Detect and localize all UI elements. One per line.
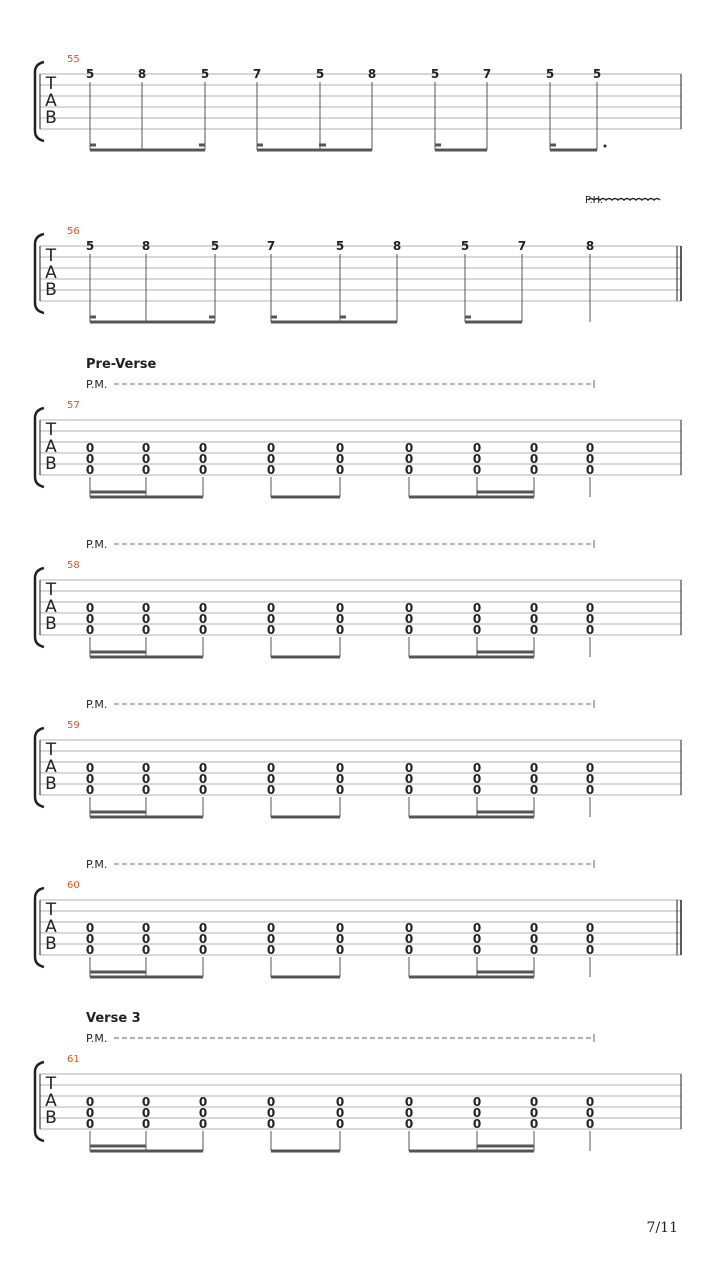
fret-number: 0 bbox=[85, 441, 95, 455]
fret-number: 0 bbox=[198, 1117, 208, 1131]
tab-clef-b: B bbox=[45, 108, 57, 128]
fret-number: 7 bbox=[517, 239, 527, 253]
fret-number: 0 bbox=[585, 623, 595, 637]
fret-number: 0 bbox=[335, 943, 345, 957]
tab-clef-t: T bbox=[45, 900, 57, 920]
fret-number: 0 bbox=[404, 1117, 414, 1131]
fret-number: 0 bbox=[472, 1117, 482, 1131]
fret-number: 0 bbox=[585, 761, 595, 775]
fret-number: 0 bbox=[335, 783, 345, 797]
fret-number: 0 bbox=[85, 783, 95, 797]
fret-number: 0 bbox=[85, 452, 95, 466]
fret-number: 0 bbox=[141, 612, 151, 626]
fret-number: 0 bbox=[585, 452, 595, 466]
measure-number: 57 bbox=[67, 400, 80, 411]
fret-number: 0 bbox=[266, 452, 276, 466]
fret-number: 0 bbox=[198, 601, 208, 615]
section-label: Verse 3 bbox=[86, 1011, 141, 1026]
fret-number: 0 bbox=[266, 761, 276, 775]
pinch-harmonic-label: P.H. bbox=[585, 195, 604, 206]
fret-number: 0 bbox=[585, 441, 595, 455]
fret-number: 0 bbox=[529, 921, 539, 935]
fret-number: 0 bbox=[404, 1106, 414, 1120]
tab-clef-b: B bbox=[45, 280, 57, 300]
fret-number: 0 bbox=[141, 761, 151, 775]
fret-number: 0 bbox=[141, 463, 151, 477]
fret-number: 0 bbox=[335, 612, 345, 626]
fret-number: 0 bbox=[335, 623, 345, 637]
fret-number: 0 bbox=[198, 623, 208, 637]
fret-number: 0 bbox=[472, 783, 482, 797]
fret-number: 0 bbox=[198, 1095, 208, 1109]
tab-clef-a: A bbox=[45, 91, 57, 111]
fret-number: 0 bbox=[141, 1106, 151, 1120]
fret-number: 0 bbox=[335, 772, 345, 786]
fret-number: 0 bbox=[198, 452, 208, 466]
fret-number: 0 bbox=[529, 1117, 539, 1131]
fret-number: 0 bbox=[585, 772, 595, 786]
fret-number: 0 bbox=[472, 441, 482, 455]
palm-mute-label: P.M. bbox=[86, 538, 108, 551]
fret-number: 5 bbox=[315, 67, 325, 81]
fret-number: 5 bbox=[545, 67, 555, 81]
fret-number: 0 bbox=[85, 601, 95, 615]
fret-number: 0 bbox=[141, 623, 151, 637]
fret-number: 0 bbox=[472, 761, 482, 775]
fret-number: 0 bbox=[585, 932, 595, 946]
fret-number: 0 bbox=[472, 463, 482, 477]
fret-number: 8 bbox=[585, 239, 595, 253]
fret-number: 0 bbox=[266, 441, 276, 455]
fret-number: 0 bbox=[529, 623, 539, 637]
fret-number: 0 bbox=[198, 772, 208, 786]
fret-number: 0 bbox=[585, 463, 595, 477]
fret-number: 0 bbox=[335, 1117, 345, 1131]
fret-number: 0 bbox=[472, 612, 482, 626]
fret-number: 0 bbox=[85, 943, 95, 957]
palm-mute-label: P.M. bbox=[86, 698, 108, 711]
fret-number: 0 bbox=[198, 921, 208, 935]
fret-number: 0 bbox=[198, 612, 208, 626]
fret-number: 0 bbox=[472, 452, 482, 466]
fret-number: 0 bbox=[335, 1106, 345, 1120]
fret-number: 0 bbox=[404, 623, 414, 637]
fret-number: 8 bbox=[392, 239, 402, 253]
fret-number: 0 bbox=[404, 612, 414, 626]
fret-number: 0 bbox=[266, 932, 276, 946]
tab-clef-a: A bbox=[45, 917, 57, 937]
fret-number: 0 bbox=[585, 1095, 595, 1109]
fret-number: 0 bbox=[472, 1095, 482, 1109]
fret-number: 0 bbox=[335, 452, 345, 466]
fret-number: 0 bbox=[335, 932, 345, 946]
fret-number: 0 bbox=[85, 463, 95, 477]
tab-clef-t: T bbox=[45, 580, 57, 600]
fret-number: 0 bbox=[85, 1106, 95, 1120]
fret-number: 0 bbox=[198, 932, 208, 946]
fret-number: 0 bbox=[529, 612, 539, 626]
vibrato-line bbox=[588, 199, 660, 201]
fret-number: 0 bbox=[85, 932, 95, 946]
tab-clef-a: A bbox=[45, 597, 57, 617]
fret-number: 0 bbox=[529, 772, 539, 786]
fret-number: 0 bbox=[198, 1106, 208, 1120]
tab-clef-b: B bbox=[45, 614, 57, 634]
fret-number: 0 bbox=[529, 601, 539, 615]
fret-number: 7 bbox=[482, 67, 492, 81]
dot bbox=[604, 145, 607, 148]
tab-clef-a: A bbox=[45, 263, 57, 283]
tab-clef-t: T bbox=[45, 1074, 57, 1094]
fret-number: 0 bbox=[335, 463, 345, 477]
fret-number: 0 bbox=[141, 783, 151, 797]
fret-number: 0 bbox=[266, 463, 276, 477]
fret-number: 0 bbox=[198, 943, 208, 957]
fret-number: 5 bbox=[210, 239, 220, 253]
fret-number: 0 bbox=[141, 1117, 151, 1131]
measure-number: 58 bbox=[67, 560, 80, 571]
fret-number: 0 bbox=[266, 783, 276, 797]
fret-number: 0 bbox=[141, 932, 151, 946]
fret-number: 0 bbox=[404, 783, 414, 797]
fret-number: 0 bbox=[335, 761, 345, 775]
fret-number: 0 bbox=[404, 761, 414, 775]
fret-number: 0 bbox=[266, 1106, 276, 1120]
fret-number: 5 bbox=[592, 67, 602, 81]
tab-clef-b: B bbox=[45, 934, 57, 954]
fret-number: 0 bbox=[141, 601, 151, 615]
fret-number: 0 bbox=[529, 943, 539, 957]
fret-number: 0 bbox=[585, 1106, 595, 1120]
fret-number: 0 bbox=[404, 1095, 414, 1109]
tab-clef-b: B bbox=[45, 1108, 57, 1128]
tab-clef-t: T bbox=[45, 246, 57, 266]
fret-number: 0 bbox=[472, 1106, 482, 1120]
fret-number: 0 bbox=[335, 601, 345, 615]
fret-number: 0 bbox=[141, 921, 151, 935]
tab-clef-a: A bbox=[45, 1091, 57, 1111]
fret-number: 0 bbox=[141, 441, 151, 455]
fret-number: 0 bbox=[472, 932, 482, 946]
fret-number: 0 bbox=[85, 921, 95, 935]
measure-number: 61 bbox=[67, 1054, 80, 1065]
fret-number: 5 bbox=[335, 239, 345, 253]
fret-number: 0 bbox=[585, 921, 595, 935]
tab-clef-b: B bbox=[45, 774, 57, 794]
fret-number: 0 bbox=[266, 612, 276, 626]
fret-number: 5 bbox=[430, 67, 440, 81]
fret-number: 0 bbox=[585, 943, 595, 957]
fret-number: 0 bbox=[529, 761, 539, 775]
fret-number: 5 bbox=[200, 67, 210, 81]
tab-clef-t: T bbox=[45, 740, 57, 760]
fret-number: 0 bbox=[198, 441, 208, 455]
fret-number: 0 bbox=[198, 783, 208, 797]
fret-number: 0 bbox=[266, 601, 276, 615]
fret-number: 0 bbox=[585, 783, 595, 797]
palm-mute-label: P.M. bbox=[86, 1032, 108, 1045]
fret-number: 0 bbox=[198, 761, 208, 775]
palm-mute-label: P.M. bbox=[86, 378, 108, 391]
fret-number: 7 bbox=[252, 67, 262, 81]
fret-number: 0 bbox=[141, 943, 151, 957]
fret-number: 0 bbox=[85, 1095, 95, 1109]
fret-number: 0 bbox=[266, 943, 276, 957]
fret-number: 0 bbox=[266, 623, 276, 637]
palm-mute-label: P.M. bbox=[86, 858, 108, 871]
fret-number: 0 bbox=[529, 783, 539, 797]
fret-number: 0 bbox=[472, 921, 482, 935]
section-label: Pre-Verse bbox=[86, 357, 157, 372]
fret-number: 8 bbox=[367, 67, 377, 81]
fret-number: 0 bbox=[529, 452, 539, 466]
fret-number: 0 bbox=[404, 921, 414, 935]
fret-number: 0 bbox=[85, 772, 95, 786]
fret-number: 8 bbox=[137, 67, 147, 81]
fret-number: 0 bbox=[529, 1106, 539, 1120]
fret-number: 0 bbox=[266, 772, 276, 786]
fret-number: 0 bbox=[472, 623, 482, 637]
fret-number: 0 bbox=[266, 1095, 276, 1109]
fret-number: 0 bbox=[472, 601, 482, 615]
fret-number: 5 bbox=[85, 67, 95, 81]
fret-number: 8 bbox=[141, 239, 151, 253]
fret-number: 0 bbox=[404, 452, 414, 466]
measure-number: 59 bbox=[67, 720, 80, 731]
tab-clef-t: T bbox=[45, 74, 57, 94]
fret-number: 0 bbox=[404, 601, 414, 615]
tab-clef-b: B bbox=[45, 454, 57, 474]
fret-number: 0 bbox=[404, 441, 414, 455]
fret-number: 0 bbox=[141, 452, 151, 466]
fret-number: 0 bbox=[472, 772, 482, 786]
measure-number: 60 bbox=[67, 880, 80, 891]
fret-number: 0 bbox=[585, 1117, 595, 1131]
fret-number: 0 bbox=[585, 612, 595, 626]
fret-number: 0 bbox=[335, 441, 345, 455]
tab-clef-t: T bbox=[45, 420, 57, 440]
fret-number: 0 bbox=[529, 932, 539, 946]
fret-number: 0 bbox=[529, 441, 539, 455]
fret-number: 0 bbox=[404, 772, 414, 786]
tab-clef-a: A bbox=[45, 757, 57, 777]
fret-number: 0 bbox=[141, 772, 151, 786]
fret-number: 0 bbox=[529, 1095, 539, 1109]
fret-number: 0 bbox=[404, 463, 414, 477]
fret-number: 0 bbox=[266, 921, 276, 935]
fret-number: 0 bbox=[335, 921, 345, 935]
fret-number: 0 bbox=[529, 463, 539, 477]
fret-number: 0 bbox=[585, 601, 595, 615]
page-number: 7/11 bbox=[646, 1220, 678, 1236]
fret-number: 0 bbox=[85, 612, 95, 626]
fret-number: 0 bbox=[404, 932, 414, 946]
fret-number: 0 bbox=[472, 943, 482, 957]
measure-number: 56 bbox=[67, 226, 80, 237]
fret-number: 0 bbox=[404, 943, 414, 957]
fret-number: 0 bbox=[85, 761, 95, 775]
fret-number: 0 bbox=[266, 1117, 276, 1131]
fret-number: 0 bbox=[85, 1117, 95, 1131]
fret-number: 5 bbox=[460, 239, 470, 253]
fret-number: 0 bbox=[141, 1095, 151, 1109]
fret-number: 0 bbox=[335, 1095, 345, 1109]
fret-number: 0 bbox=[85, 623, 95, 637]
measure-number: 55 bbox=[67, 54, 80, 65]
fret-number: 0 bbox=[198, 463, 208, 477]
tab-clef-a: A bbox=[45, 437, 57, 457]
fret-number: 5 bbox=[85, 239, 95, 253]
fret-number: 7 bbox=[266, 239, 276, 253]
